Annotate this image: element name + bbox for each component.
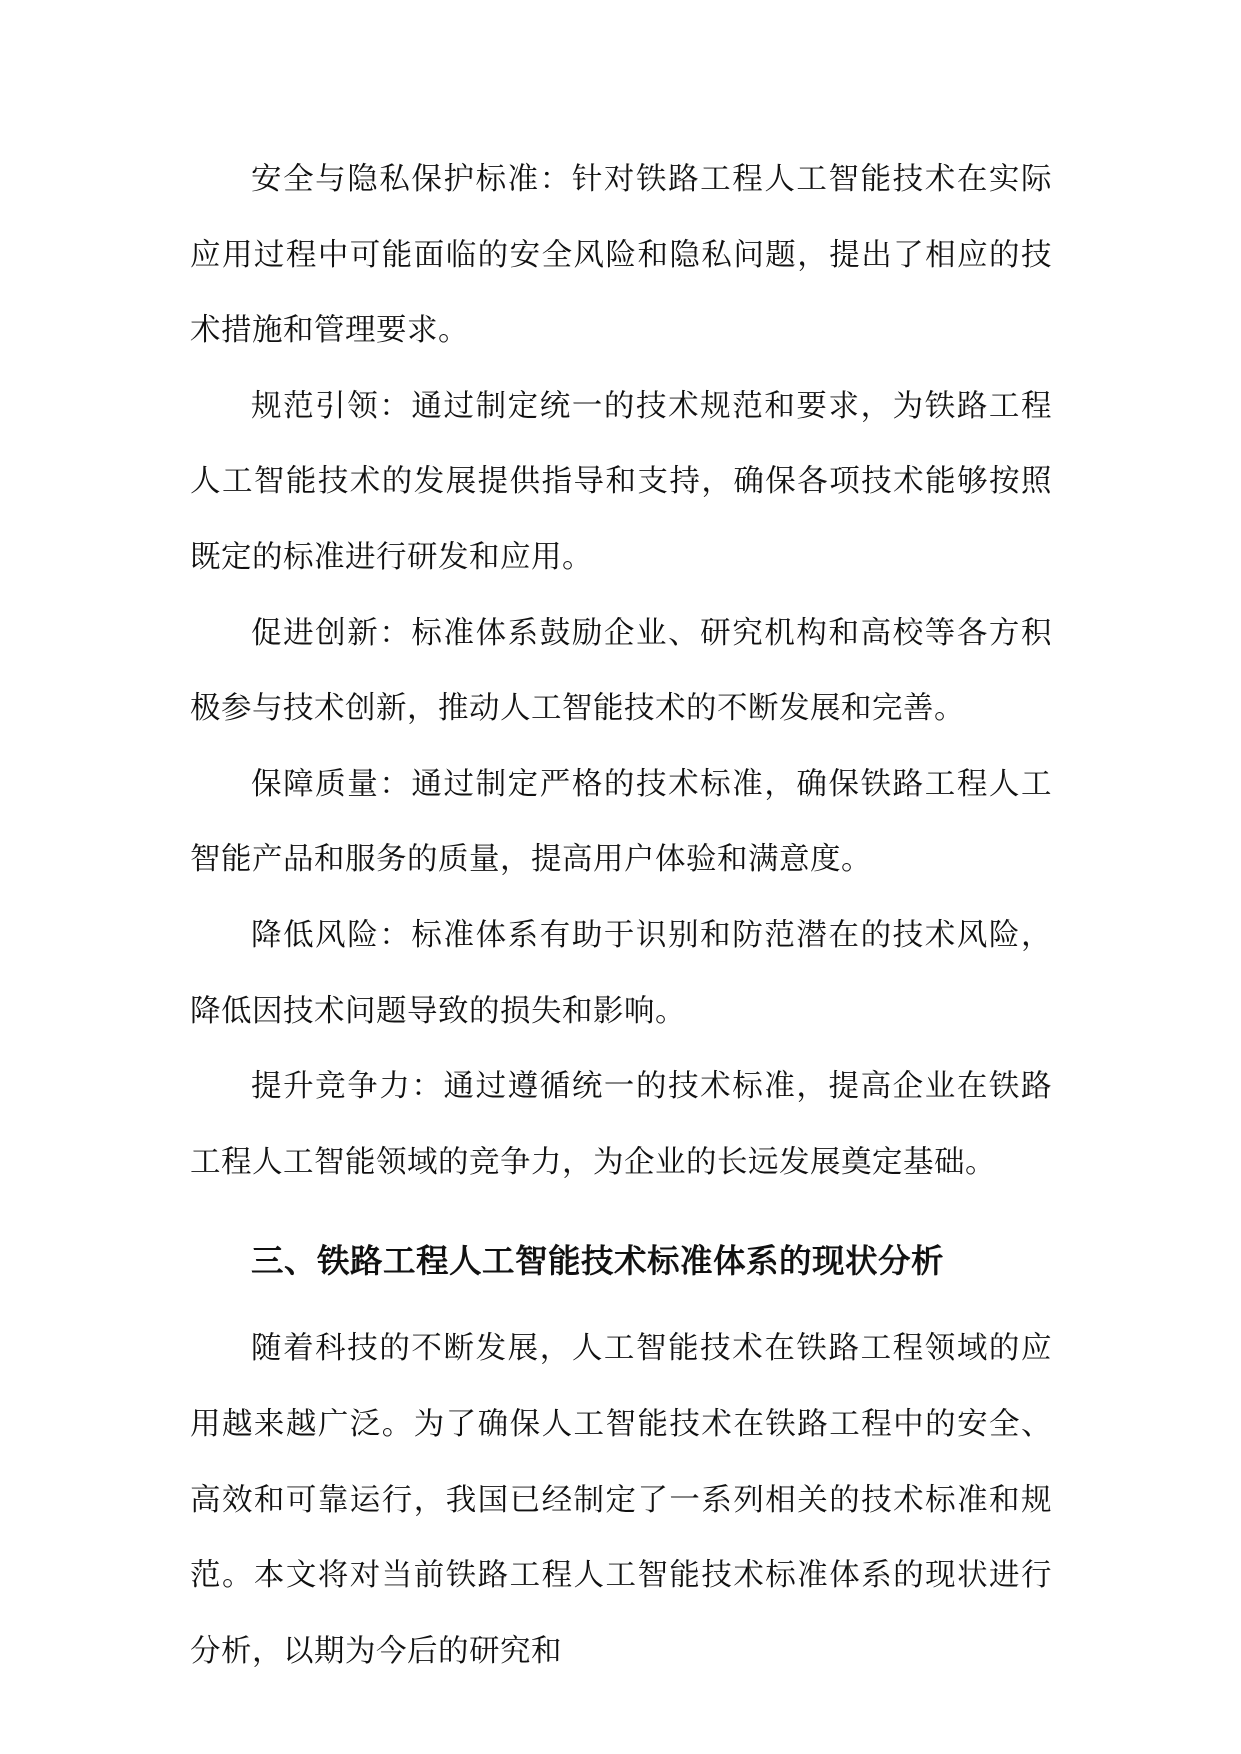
- paragraph-competitiveness: 提升竞争力：通过遵循统一的技术标准，提高企业在铁路工程人工智能领域的竞争力，为企业的长远发展奠定基础。: [190, 1069, 1052, 1180]
- paragraph-quality-assurance: 保障质量：通过制定严格的技术标准，确保铁路工程人工智能产品和服务的质量，提高用户体验和满意度。: [190, 766, 1052, 878]
- paragraph-security-privacy: 安全与隐私保护标准：针对铁路工程人工智能技术在实际应用过程中可能面临的安全风险和隐私问题，提出了相应的技术措施和管理要求。: [190, 162, 1052, 349]
- paragraph-promote-innovation: 促进创新：标准体系鼓励企业、研究机构和高校等各方积极参与技术创新，推动人工智能技术的不断发展和完善。: [190, 615, 1052, 727]
- paragraph-current-status: 随着科技的不断发展，人工智能技术在铁路工程领域的应用越来越广泛。为了确保人工智能技术在铁路工程中的安全、高效和可靠运行，我国已经制定了一系列相关的技术标准和规范。本文将对当前铁路工程人工智能技术标准体系的现状进行分析，以期为今后的研究和: [190, 1331, 1052, 1669]
- paragraph-reduce-risk: 降低风险：标准体系有助于识别和防范潜在的技术风险，降低因技术问题导致的损失和影响。: [190, 917, 1052, 1029]
- document-page: [190, 142, 1052, 1689]
- paragraph-standard-guidance: 规范引领：通过制定统一的技术规范和要求，为铁路工程人工智能技术的发展提供指导和支持，确保各项技术能够按照既定的标准进行研发和应用。: [190, 388, 1052, 575]
- section-heading: 三、铁路工程人工智能技术标准体系的现状分析: [251, 1242, 945, 1281]
